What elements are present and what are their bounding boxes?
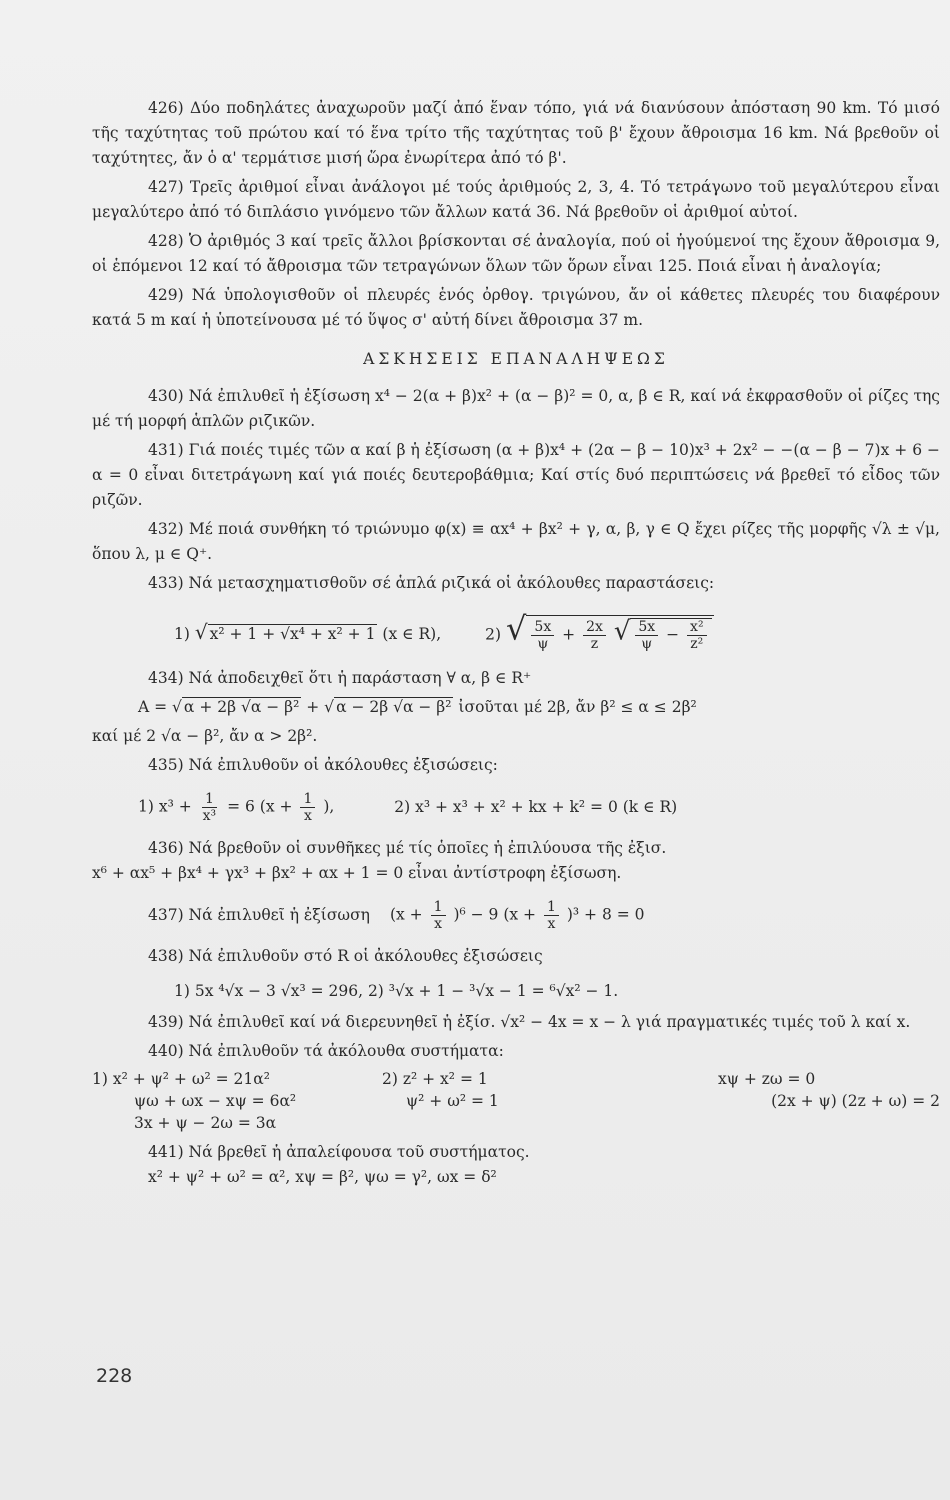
exercise-429: 429) Νά ὑπολογισθοῦν οἱ πλευρές ἑνός ὀρθογ. τριγώνου, ἄν οἱ κάθετες πλευρές του διαφέρουν κατά 5 m καί ἡ ὑποτείνουσα μέ τό ὕψος σ' αὐτή δίνει ἄθροισμα 37 m.	[92, 286, 940, 329]
formula-435	[92, 784, 940, 830]
systems-440	[92, 1068, 940, 1134]
exercise-430: 430) Νά ἐπιλυθεῖ ἡ ἐξίσωση x⁴ − 2(α + β)x² + (α − β)² = 0, α, β ∈ R, καί νά ἐκφρασθοῦν οἱ ρίζες της μέ τή μορφή ἁπλῶν ριζικῶν.	[92, 387, 940, 430]
sys-1-3: 3x + ψ − 2ω = 3α	[134, 1114, 277, 1132]
exercise-439: 439) Νά ἐπιλυθεῖ καί νά διερευνηθεῖ ἡ ἐξίσ. √x² − 4x = x − λ γιά πραγματικές τιμές τοῦ λ καί x.	[148, 1013, 911, 1031]
sys-3-1: xψ + zω = 0	[718, 1070, 816, 1088]
exercise-436-cont: x⁶ + αx⁵ + βx⁴ + γx³ + βx² + αx + 1 = 0 εἶναι ἀντίστροφη ἐξίσωση.	[92, 864, 622, 882]
formula-437: (x + $\frac{1}{x}$ )⁶ − 9 (x + $\frac{1}{x}$ )³ + 8 = 0	[389, 898, 645, 932]
exercise-434: 434) Νά ἀποδειχθεῖ ὅτι ἡ παράσταση ∀ α, β ∈ R⁺	[148, 669, 532, 687]
page-content	[92, 96, 940, 1190]
exercise-427: 427) Τρεῖς ἀριθμοί εἶναι ἀνάλογοι μέ τούς ἀριθμούς 2, 3, 4. Τό τετράγωνο τοῦ μεγαλύτερου εἶναι μεγαλύτερο ἀπό τό διπλάσιο γινόμενο τῶν ἄλλων κατά 36. Νά βρεθοῦν οἱ ἀριθμοί αὐτοί.	[92, 178, 940, 221]
exercise-438: 438) Νά ἐπιλυθοῦν στό R οἱ ἀκόλουθες ἐξισώσεις	[148, 947, 543, 965]
sys-2-2: ψ² + ω² = 1	[406, 1092, 499, 1110]
exercise-433: 433) Νά μετασχηματισθοῦν σέ ἁπλά ριζικά οἱ ἀκόλουθες παραστάσεις:	[148, 574, 715, 592]
exercise-428: 428) Ὁ ἀριθμός 3 καί τρεῖς ἄλλοι βρίσκονται σέ ἀναλογία, πού οἱ ἡγούμενοί της ἔχουν ἄθροισμα 9, οἱ ἑπόμενοι 12 καί τό ἄθροισμα τῶν τετραγώνων ὅλων τῶν ὅρων εἶναι 125. Ποιά εἶναι ἡ ἀναλογία;	[92, 232, 940, 275]
exercise-435: 435) Νά ἐπιλυθοῦν οἱ ἀκόλουθες ἐξισώσεις:	[148, 756, 498, 774]
exercise-426: 426) Δύο ποδηλάτες ἀναχωροῦν μαζί ἀπό ἕναν τόπο, γιά νά διανύσουν ἀπόσταση 90 km. Τό μισό τῆς ταχύτητας τοῦ πρώτου καί τό ἕνα τρίτο τῆς ταχύτητας τοῦ β' ἔχουν ἄθροισμα 16 km. Νά βρεθοῦν οἱ ταχύτητες, ἄν ὁ α' τερμάτισε μισή ὥρα ἐνωρίτερα ἀπό τό β'.	[92, 99, 940, 167]
formula-434: Α = √ α + 2β √α − β² + √ α − 2β √α − β² ἰσοῦται μέ 2β, ἄν β² ≤ α ≤ 2β²	[138, 698, 697, 716]
sys-2-1: 2) z² + x² = 1	[382, 1070, 488, 1088]
exercise-434-cont: καί μέ 2 √α − β², ἄν α > 2β².	[92, 727, 318, 745]
formula-433	[92, 610, 940, 656]
exercise-431: 431) Γιά ποιές τιμές τῶν α καί β ἡ ἐξίσωση (α + β)x⁴ + (2α − β − 10)x³ + 2x² − −(α − β − 7)x + 6 − α = 0 εἶναι διτετράγωνη καί γιά ποιές δευτεροβάθμια; Καί στίς δυό περιπτώσεις νά βρεθεῖ τό εἶδος τῶν ριζῶν.	[92, 441, 940, 509]
exercise-440: 440) Νά ἐπιλυθοῦν τά ἀκόλουθα συστήματα:	[148, 1042, 504, 1060]
formula-435-1: 1) x³ + $\frac{1}{\text{x³}}$ = 6 (x + $\frac{1}{x}$ ),	[138, 790, 335, 824]
sys-2-3	[382, 1112, 662, 1134]
sys-3-2: (2x + ψ) (2z + ω) = 2	[771, 1092, 940, 1110]
exercise-436: 436) Νά βρεθοῦν οἱ συνθῆκες μέ τίς ὁποῖες ἡ ἐπιλύουσα τῆς ἐξισ.	[148, 839, 667, 857]
sys-1-2: ψω + ωx − xψ = 6α²	[134, 1092, 297, 1110]
exercise-441: 441) Νά βρεθεῖ ἡ ἀπαλείφουσα τοῦ συστήματος.	[148, 1143, 530, 1161]
formula-441: x² + ψ² + ω² = α², xψ = β², ψω = γ², ωx = δ²	[148, 1168, 497, 1186]
sys-1-1: 1) x² + ψ² + ω² = 21α²	[92, 1070, 270, 1088]
section-heading: ΑΣΚΗΣΕΙΣ ΕΠΑΝΑΛΗΨΕΩΣ	[363, 350, 669, 368]
sys-3-3	[662, 1112, 940, 1134]
formula-438: 1) 5x ⁴√x − 3 √x³ = 296, 2) ³√x + 1 − ³√x − 1 = ⁶√x² − 1.	[174, 982, 619, 1000]
page-number: 228	[96, 1365, 133, 1387]
formula-433-2: 2) √ $\frac{5x}{\psi}$ + $\frac{2x}{z}$ √ $\frac{5x}{\psi}$ − $\frac{\text{x²}}{\text{z²}}$	[485, 615, 713, 652]
formula-433-1: 1) √ x² + 1 + √x⁴ + x² + 1 (x ∈ R),	[174, 619, 442, 644]
formula-435-2: 2) x³ + x³ + x² + kx + k² = 0 (k ∈ R)	[394, 797, 678, 816]
exercise-437: 437) Νά ἐπιλυθεῖ ἡ ἐξίσωση (x + $\frac{1}{x}$ )⁶ − 9 (x + $\frac{1}{x}$ )³ + 8 = 0	[148, 898, 645, 932]
exercise-432: 432) Μέ ποιά συνθήκη τό τριώνυμο φ(x) ≡ αx⁴ + βx² + γ, α, β, γ ∈ Q ἔχει ρίζες τῆς μορφῆς √λ ± √μ, ὅπου λ, μ ∈ Q⁺.	[92, 520, 940, 563]
